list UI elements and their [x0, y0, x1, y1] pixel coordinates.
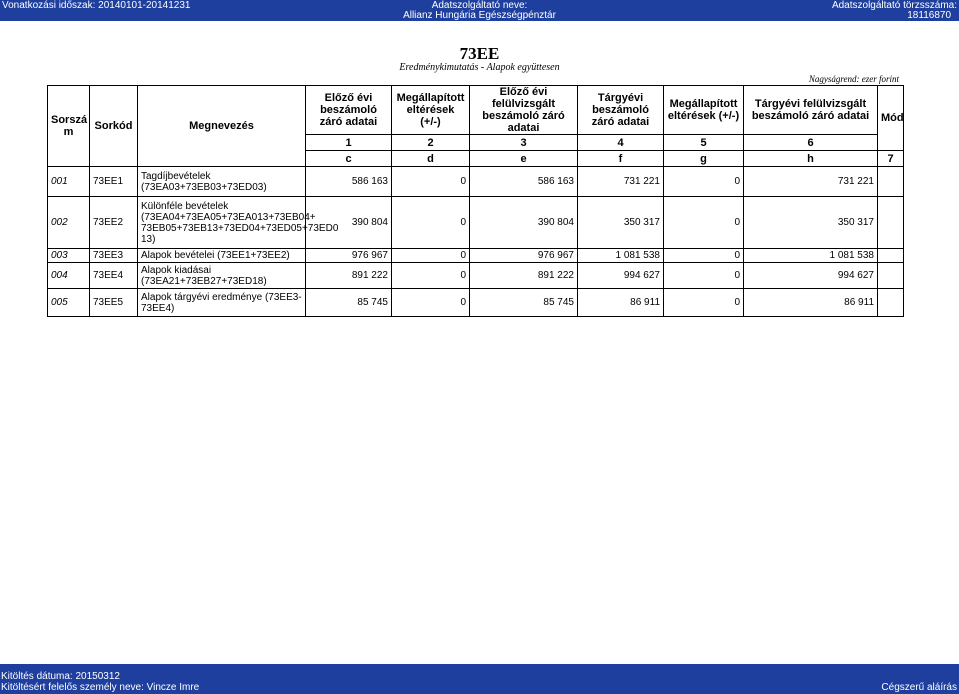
row-name: Alapok kiadásai (73EA21+73EB27+73ED18) [138, 263, 306, 289]
report-header-band [0, 0, 959, 21]
col-number: 5 [664, 135, 744, 151]
col-header-prev-audited: Előző évi felülvizsgált beszámoló záró adatai [470, 86, 578, 135]
provider-name: Allianz Hungária Egészségpénztár [403, 10, 556, 21]
cell-value: 891 222 [306, 263, 392, 289]
report-footer-band [0, 664, 959, 694]
col-header-curr-diff: Megállapított eltérések (+/-) [664, 86, 744, 135]
col-number: 7 [878, 151, 904, 167]
cell-value: 0 [392, 167, 470, 197]
cell-value: 1 081 538 [578, 249, 664, 263]
row-code: 73EE3 [90, 249, 138, 263]
fill-date: Kitöltés dátuma: 20150312 [1, 671, 120, 682]
col-letter: f [578, 151, 664, 167]
col-header-sorszam: Sorszá m [48, 86, 90, 167]
unit-note: Nagyságrend: ezer forint [808, 74, 899, 84]
table-row [48, 263, 904, 289]
row-code: 73EE2 [90, 197, 138, 249]
cell-value: 85 745 [306, 289, 392, 317]
cell-mod [878, 197, 904, 249]
row-code: 73EE1 [90, 167, 138, 197]
cell-value: 976 967 [470, 249, 578, 263]
cell-value: 390 804 [306, 197, 392, 249]
row-index: 003 [48, 249, 90, 263]
cell-value: 350 317 [578, 197, 664, 249]
row-index: 005 [48, 289, 90, 317]
document-subtitle: Eredménykimutatás - Alapok együttesen [399, 62, 560, 73]
cell-value: 994 627 [578, 263, 664, 289]
cell-value: 891 222 [470, 263, 578, 289]
row-code: 73EE4 [90, 263, 138, 289]
cell-value: 731 221 [578, 167, 664, 197]
col-letter: h [744, 151, 878, 167]
table-row [48, 249, 904, 263]
cell-value: 86 911 [744, 289, 878, 317]
table-row [48, 167, 904, 197]
cell-value: 731 221 [744, 167, 878, 197]
provider-label: Adatszolgáltató neve: [431, 0, 528, 11]
cell-value: 0 [664, 263, 744, 289]
cell-value: 976 967 [306, 249, 392, 263]
cell-value: 994 627 [744, 263, 878, 289]
cell-value: 0 [392, 263, 470, 289]
row-name: Tagdíjbevételek (73EA03+73EB03+73ED03) [138, 167, 306, 197]
col-number: 1 [306, 135, 392, 151]
row-index: 004 [48, 263, 90, 289]
row-name: Alapok bevételei (73EE1+73EE2) [138, 249, 306, 263]
cell-value: 0 [664, 197, 744, 249]
row-index: 002 [48, 197, 90, 249]
cell-value: 0 [392, 197, 470, 249]
reg-number: 18116870 [907, 10, 951, 21]
report-table [47, 85, 904, 317]
signature-label: Cégszerű aláírás [881, 682, 957, 693]
cell-value: 350 317 [744, 197, 878, 249]
table-header-row [48, 86, 904, 135]
col-letter: d [392, 151, 470, 167]
row-code: 73EE5 [90, 289, 138, 317]
col-letter: g [664, 151, 744, 167]
col-header-megnevezes: Megnevezés [138, 86, 306, 167]
col-header-prev-diff: Megállapított eltérések (+/-) [392, 86, 470, 135]
cell-mod [878, 249, 904, 263]
cell-value: 586 163 [470, 167, 578, 197]
col-header-curr-closing: Tárgyévi beszámoló záró adatai [578, 86, 664, 135]
table-row [48, 197, 904, 249]
reg-number-label: Adatszolgáltató törzsszáma: [831, 0, 957, 11]
col-header-mod: Mód [878, 86, 904, 151]
responsible-person: Kitöltésért felelős személy neve: Vincze Imre [1, 682, 200, 693]
cell-mod [878, 167, 904, 197]
cell-value: 586 163 [306, 167, 392, 197]
col-letter: c [306, 151, 392, 167]
cell-value: 0 [392, 249, 470, 263]
col-number: 6 [744, 135, 878, 151]
col-letter: e [470, 151, 578, 167]
cell-value: 85 745 [470, 289, 578, 317]
cell-value: 86 911 [578, 289, 664, 317]
row-index: 001 [48, 167, 90, 197]
cell-mod [878, 263, 904, 289]
col-header-curr-audited: Tárgyévi felülvizsgált beszámoló záró adatai [744, 86, 878, 135]
cell-mod [878, 289, 904, 317]
table-row [48, 289, 904, 317]
cell-value: 0 [392, 289, 470, 317]
cell-value: 1 081 538 [744, 249, 878, 263]
cell-value: 0 [664, 167, 744, 197]
col-number: 3 [470, 135, 578, 151]
col-number: 2 [392, 135, 470, 151]
document-title: 73EE [459, 44, 500, 63]
row-name: Alapok tárgyévi eredménye (73EE3- 73EE4) [138, 289, 306, 317]
cell-value: 0 [664, 289, 744, 317]
col-number: 4 [578, 135, 664, 151]
cell-value: 390 804 [470, 197, 578, 249]
period-text: Vonatkozási időszak: 20140101-20141231 [2, 0, 191, 11]
cell-value: 0 [664, 249, 744, 263]
col-header-sorkod: Sorkód [90, 86, 138, 167]
col-header-prev-closing: Előző évi beszámoló záró adatai [306, 86, 392, 135]
row-name: Különféle bevételek (73EA04+73EA05+73EA013+73EB04+ 73EB05+73EB13+73ED04+73ED05+73ED0 13) [138, 197, 306, 249]
